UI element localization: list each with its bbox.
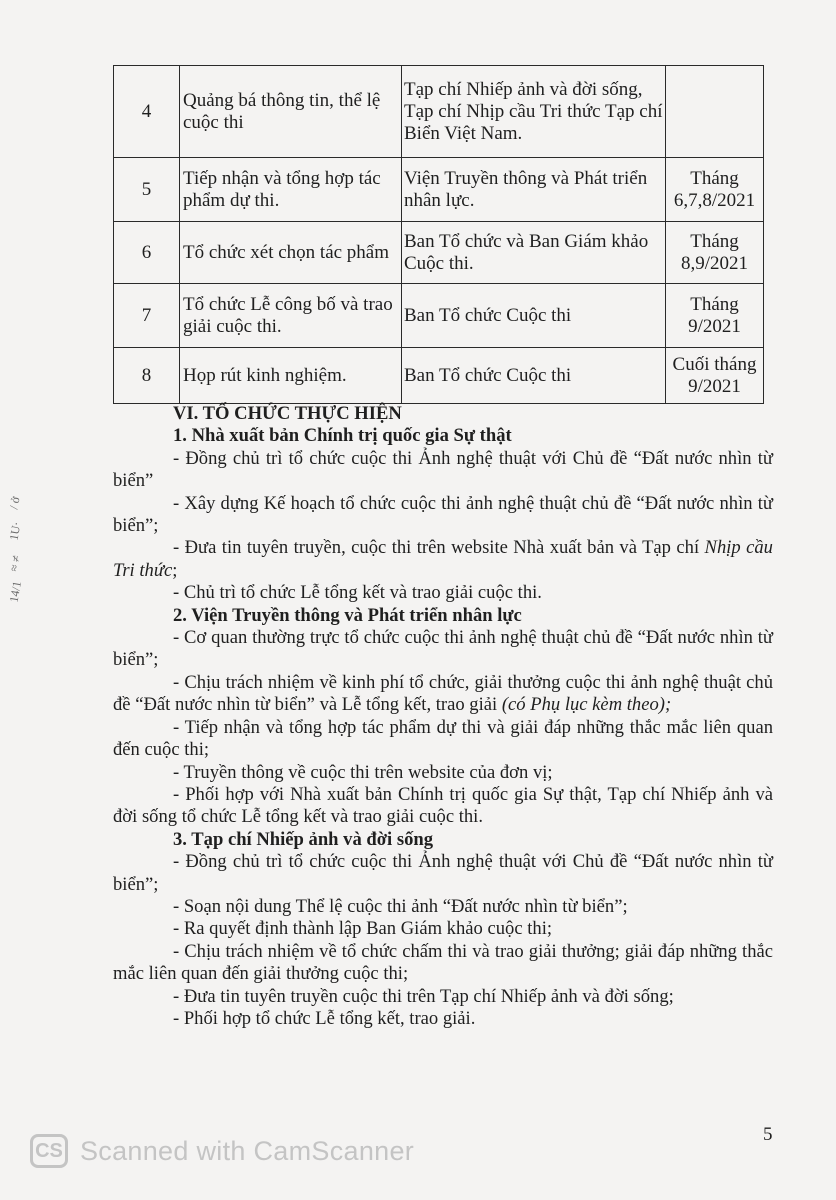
table-row	[114, 348, 764, 404]
subsection-heading: 2. Viện Truyền thông và Phát triển nhân lực	[173, 604, 522, 626]
table-row	[114, 158, 764, 222]
row-time: Cuối tháng 9/2021	[666, 348, 764, 404]
margin-note: / ở	[6, 495, 23, 511]
subsection-heading: 1. Nhà xuất bản Chính trị quốc gia Sự thật	[173, 425, 512, 447]
margin-note: 1U·	[6, 520, 24, 542]
row-unit: Ban Tổ chức Cuộc thi	[402, 348, 666, 404]
row-number: 4	[114, 66, 180, 158]
row-time: Tháng 6,7,8/2021	[666, 158, 764, 222]
section-title: VI. TỔ CHỨC THỰC HIỆN	[173, 403, 402, 424]
list-item	[113, 672, 773, 717]
row-number: 5	[114, 158, 180, 222]
row-unit: Viện Truyền thông và Phát triển nhân lực.	[402, 158, 666, 222]
watermark-text: Scanned with CamScanner	[80, 1135, 415, 1166]
row-number: 7	[114, 284, 180, 348]
margin-note: ≈ ≠	[6, 554, 24, 573]
list-item: - Xây dựng Kế hoạch tổ chức cuộc thi ảnh nghệ thuật chủ đề “Đất nước nhìn từ biển”;	[113, 492, 773, 537]
item-italic-text: (có Phụ lục kèm theo);	[501, 694, 672, 716]
row-unit: Ban Tổ chức và Ban Giám khảo Cuộc thi.	[402, 222, 666, 284]
list-item: - Tiếp nhận và tổng hợp tác phẩm dự thi và giải đáp những thắc mắc liên quan đến cuộc thi;	[113, 716, 773, 761]
row-task: Họp rút kinh nghiệm.	[180, 348, 402, 404]
table-row	[114, 66, 764, 158]
row-number: 6	[114, 222, 180, 284]
row-task: Tổ chức xét chọn tác phẩm	[180, 222, 402, 284]
list-item: - Chịu trách nhiệm về tổ chức chấm thi và trao giải thưởng; giải đáp những thắc mắc liên quan đến giải thưởng cuộc thi;	[113, 940, 773, 985]
item-italic-text: Nhịp cầu Tri thức	[113, 537, 773, 581]
table-row	[114, 222, 764, 284]
list-item: - Phối hợp với Nhà xuất bản Chính trị quốc gia Sự thật, Tạp chí Nhiếp ảnh và đời sống tổ chức Lễ tổng kết và trao giải cuộc thi.	[113, 783, 773, 828]
row-unit: Tạp chí Nhiếp ảnh và đời sống, Tạp chí Nhịp cầu Tri thức Tạp chí Biển Việt Nam.	[402, 66, 666, 158]
row-task: Quảng bá thông tin, thể lệ cuộc thi	[180, 66, 402, 158]
list-item: - Truyền thông về cuộc thi trên website của đơn vị;	[173, 761, 553, 783]
handwritten-margin-notes	[4, 490, 28, 660]
item-text: - Đưa tin tuyên truyền, cuộc thi trên website Nhà xuất bản và Tạp chí	[173, 537, 705, 559]
page-number: 5	[763, 1124, 773, 1145]
list-item: - Cơ quan thường trực tổ chức cuộc thi ảnh nghệ thuật chủ đề “Đất nước nhìn từ biển”;	[113, 627, 773, 671]
row-task: Tổ chức Lễ công bố và trao giải cuộc thi.	[180, 284, 402, 348]
list-item: - Đồng chủ trì tổ chức cuộc thi Ảnh nghệ thuật với Chủ đề “Đất nước nhìn từ biển”	[113, 447, 773, 492]
list-item: - Đưa tin tuyên truyền cuộc thi trên Tạp chí Nhiếp ảnh và đời sống;	[173, 985, 674, 1007]
list-item: - Phối hợp tổ chức Lễ tổng kết, trao giải.	[173, 1007, 476, 1029]
section-body	[113, 403, 773, 1030]
camscanner-watermark	[30, 1134, 414, 1168]
margin-note: 14/1	[6, 579, 25, 604]
row-number: 8	[114, 348, 180, 404]
item-text: - Chịu trách nhiệm về kinh phí tổ chức, giải thưởng cuộc thi ảnh nghệ thuật chủ đề “Đất nước nhìn từ biển” và Lễ tổng kết, trao giải	[113, 671, 773, 716]
item-text: ;	[172, 559, 178, 581]
row-task: Tiếp nhận và tổng hợp tác phẩm dự thi.	[180, 158, 402, 222]
table-row	[114, 284, 764, 348]
row-time: Tháng 9/2021	[666, 284, 764, 348]
list-item	[113, 537, 773, 582]
subsection-heading: 3. Tạp chí Nhiếp ảnh và đời sống	[173, 828, 434, 850]
list-item: - Soạn nội dung Thể lệ cuộc thi ảnh “Đất nước nhìn từ biển”;	[173, 895, 628, 917]
list-item: - Đồng chủ trì tổ chức cuộc thi Ảnh nghệ thuật với Chủ đề “Đất nước nhìn từ biển”;	[113, 851, 773, 895]
camscanner-logo-icon: CS	[30, 1134, 68, 1168]
row-time: Tháng 8,9/2021	[666, 222, 764, 284]
row-time	[666, 66, 764, 158]
schedule-table	[113, 65, 764, 404]
list-item: - Chủ trì tổ chức Lễ tổng kết và trao giải cuộc thi.	[173, 582, 542, 604]
list-item: - Ra quyết định thành lập Ban Giám khảo cuộc thi;	[173, 918, 553, 940]
row-unit: Ban Tổ chức Cuộc thi	[402, 284, 666, 348]
